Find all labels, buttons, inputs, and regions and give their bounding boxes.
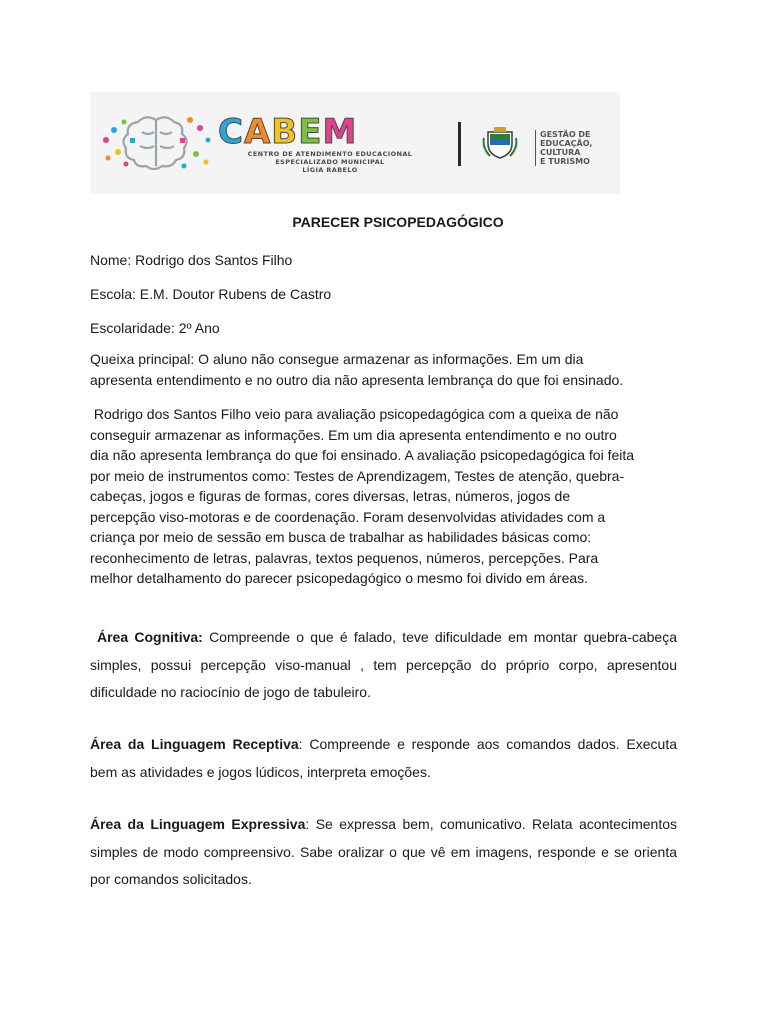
school-grade: Escolaridade: 2º Ano [90,320,220,336]
secretaria-divider [535,130,536,166]
evaluation-paragraph: Rodrigo dos Santos Filho veio para avaliação psicopedagógica com a queixa de não conseguir armazenar as informações. Em um dia apresenta entendimento e no outro dia não apresenta lembrança do que foi ensinado. A avaliação psicopedagógica foi feita por meio de instrumentos como: Testes de Aprendizagem, Testes de atenção, quebra- cabeças, jogos e figuras de formas, cores diversas, letras, números, jogos de percepção viso-motoras e de coordenação. Foram desenvolvidas atividades com a criança por meio de sessão em busca de trabalhar as habilidades básicas como: reconhecimento de letras, palavras, textos pequenos, números, percepções. Para melhor detalhamento do parecer psicopedagógico o mesmo foi divido em áreas. [90,406,635,586]
municipal-seal-icon [480,126,520,160]
area-cognitiva [90,624,677,707]
cabem-subtitle: CENTRO DE ATENDIMENTO EDUCACIONAL ESPECIALIZADO MUNICIPAL LÍGIA RABELO [247,150,413,174]
area-receptiva-label: Área da Linguagem Receptiva [90,736,299,752]
school-name: Escola: E.M. Doutor Rubens de Castro [90,286,332,302]
header-banner [90,92,620,194]
area-linguagem-receptiva [90,731,677,786]
cabem-logo-text: CABEM [218,112,358,152]
student-name: Nome: Rodrigo dos Santos Filho [90,252,293,268]
brain-puzzle-logo-icon [98,110,216,172]
area-expressiva-label: Área da Linguagem Expressiva [90,816,306,832]
area-receptiva-text: : Compreende e responde aos comandos dados. Executa bem as atividades e jogos lúdicos, interpreta emoções. [90,736,677,780]
main-complaint: Queixa principal: O aluno não consegue armazenar as informações. Em um dia apresenta entendimento e no outro dia não apresenta lembrança do que foi ensinado. [90,351,624,388]
header-divider [458,122,461,166]
area-cognitiva-label: Área Cognitiva: [97,629,203,645]
document-title: PARECER PSICOPEDAGÓGICO [292,214,504,230]
area-expressiva-text: : Se expressa bem, comunicativo. Relata acontecimentos simples de modo compreensivo. Sabe oralizar o que vê em imagens, responde e se orienta por comandos solicitados. [90,816,677,887]
secretaria-title: GESTÃO DE EDUCAÇÃO, CULTURA E TURISMO [540,130,593,166]
area-linguagem-expressiva [90,811,677,894]
area-cognitiva-text: Compreende o que é falado, teve dificuldade em montar quebra-cabeça simples, possui percepção viso-manual , tem percepção do próprio corpo, apresentou dificuldade no raciocínio de jogo de tabuleiro. [90,629,677,700]
